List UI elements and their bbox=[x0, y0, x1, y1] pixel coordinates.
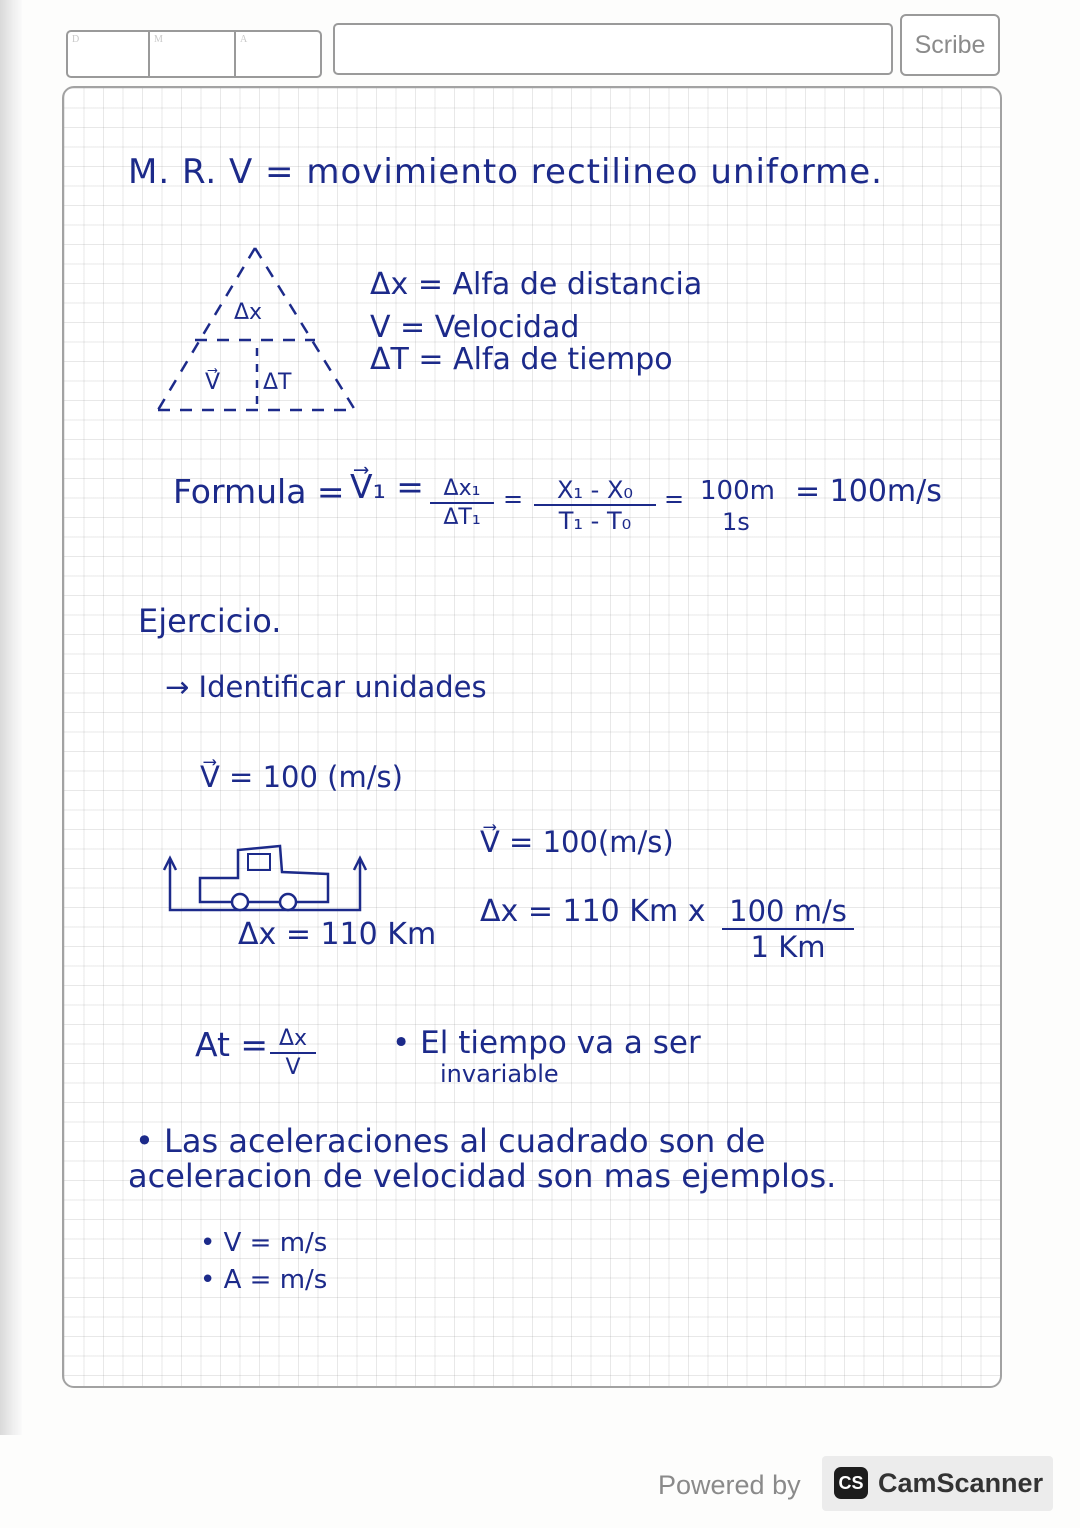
car-sketch bbox=[160, 840, 380, 920]
definition-distance: Δx = Alfa de distancia bbox=[370, 267, 703, 302]
fraction-denominator: T₁ - T₀ bbox=[558, 507, 632, 535]
velocity-given: V⃗ = 100 (m/s) bbox=[200, 760, 403, 794]
velocity-right: V⃗ = 100(m/s) bbox=[480, 825, 674, 859]
formula-example-denominator: 1s bbox=[722, 508, 750, 536]
page-title: M. R. V = movimiento rectilineo uniforme. bbox=[128, 152, 883, 192]
formula-velocity: V⃗₁ = bbox=[350, 467, 424, 506]
camscanner-logo-icon: CS bbox=[834, 1467, 868, 1499]
fraction-numerator: 100 m/s bbox=[722, 897, 854, 930]
car-wheel-back bbox=[280, 894, 296, 910]
powered-by-text: Powered by bbox=[658, 1470, 801, 1500]
formula-equals: = bbox=[664, 485, 685, 513]
bullet-time-line2: invariable bbox=[440, 1060, 559, 1088]
formula-result: = 100m/s bbox=[795, 474, 942, 509]
formula-fraction-delta bbox=[430, 478, 494, 529]
date-box-divider bbox=[234, 32, 236, 76]
date-box bbox=[66, 30, 322, 78]
fraction-numerator: Δx₁ bbox=[430, 478, 494, 504]
formula-example-numerator: 100m bbox=[700, 476, 775, 506]
identify-units: → Identificar unidades bbox=[165, 670, 487, 704]
bullet-accel-line1: • Las aceleraciones al cuadrado son de bbox=[135, 1122, 766, 1160]
formula-equals: = bbox=[503, 485, 524, 513]
formula-label: Formula = bbox=[173, 472, 345, 511]
date-box-divider bbox=[148, 32, 150, 76]
conversion-lhs: Δx = 110 Km x bbox=[480, 894, 706, 929]
fraction-denominator: 1 Km bbox=[750, 930, 826, 964]
unit-velocity: • V = m/s bbox=[200, 1228, 328, 1258]
fraction-denominator: V bbox=[285, 1055, 301, 1080]
time-formula-fraction bbox=[270, 1028, 316, 1079]
brand-logo: Scribe bbox=[900, 14, 1000, 76]
fraction-numerator: X₁ - X₀ bbox=[534, 478, 656, 506]
triangle-diagram bbox=[150, 240, 370, 420]
definition-time: ΔT = Alfa de tiempo bbox=[370, 342, 673, 377]
fraction-numerator: Δx bbox=[270, 1028, 316, 1054]
title-box bbox=[333, 23, 893, 75]
date-label-month: M bbox=[154, 34, 163, 45]
conversion-fraction bbox=[722, 894, 854, 964]
distance-label: Δx = 110 Km bbox=[238, 917, 437, 952]
bullet-accel-line2: aceleracion de velocidad son mas ejemplos. bbox=[128, 1157, 837, 1195]
definition-velocity: V = Velocidad bbox=[370, 310, 580, 345]
notebook-binding-shadow bbox=[0, 0, 22, 1435]
bullet-time-line1: • El tiempo va a ser bbox=[392, 1025, 701, 1061]
date-label-day: D bbox=[72, 34, 80, 45]
unit-acceleration: • A = m/s bbox=[200, 1265, 328, 1295]
triangle-bottom-left-label: V⃗ bbox=[205, 370, 221, 395]
triangle-top-label: Δx bbox=[234, 300, 263, 325]
triangle-bottom-right-label: ΔT bbox=[263, 370, 292, 395]
time-formula-lhs: At = bbox=[195, 1025, 269, 1064]
car-window bbox=[248, 854, 270, 870]
fraction-denominator: ΔT₁ bbox=[443, 505, 481, 530]
camscanner-name: CamScanner bbox=[878, 1468, 1044, 1498]
camscanner-badge bbox=[822, 1456, 1053, 1511]
formula-fraction-positions bbox=[534, 478, 656, 533]
exercise-title: Ejercicio. bbox=[138, 602, 282, 640]
date-label-year: A bbox=[240, 34, 248, 45]
car-wheel-front bbox=[232, 894, 248, 910]
